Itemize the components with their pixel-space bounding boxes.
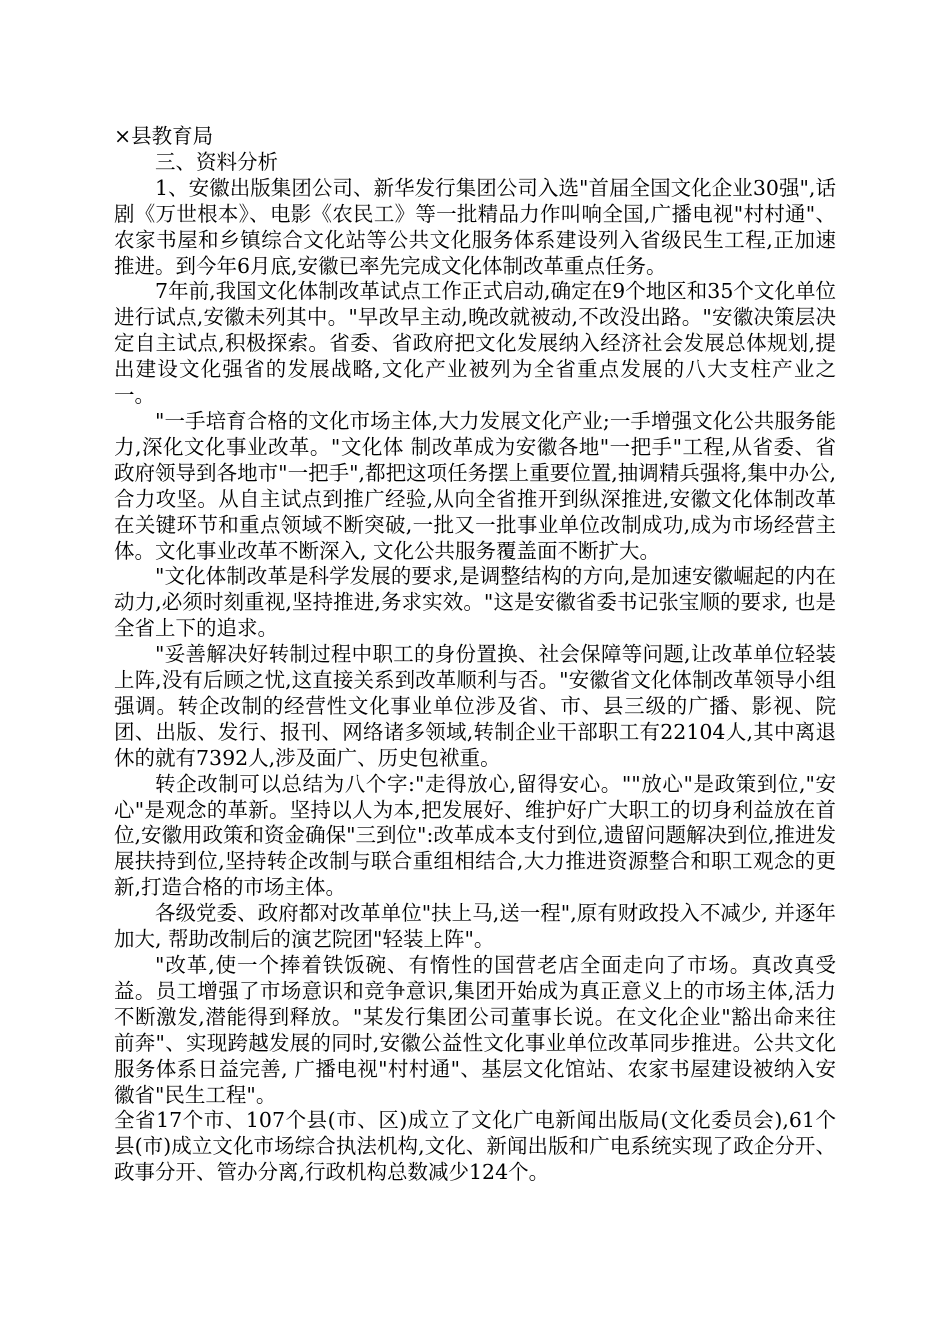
paragraph-8: "改革,使一个捧着铁饭碗、有惰性的国营老店全面走向了市场。真改真受益。员工增强了市场意识和竞争意识,集团开始成为真正意义上的市场主体,活力不断激发,潜能得到释放。"某发行集团公司董事长说。在文化企业"豁出命来往前奔"、实现跨越发展的同时,安徽公益性文化事业单位改革同步推进。公共文化服务体系日益完善, 广播电视"村村通"、基层文化馆站、农家书屋建设被纳入安徽省"民生工程"。 (114, 953, 836, 1107)
paragraph-6: 转企改制可以总结为八个字:"走得放心,留得安心。""放心"是政策到位,"安心"是观念的革新。坚持以人为本,把发展好、维护好广大职工的切身利益放在首位,安徽用政策和资金确保"三到位":改革成本支付到位,遗留问题解决到位,推进发展扶持到位,坚持转企改制与联合重组相结合,大力推进资源整合和职工观念的更新,打造合格的市场主体。 (114, 771, 836, 900)
paragraph-7: 各级党委、政府都对改革单位"扶上马,送一程",原有财政投入不减少, 并逐年加大, 帮助改制后的演艺院团"轻装上阵"。 (114, 901, 836, 952)
document-header: ×县教育局 (114, 124, 214, 148)
paragraph-5: "妥善解决好转制过程中职工的身份置换、社会保障等问题,让改革单位轻装上阵,没有后顾之忧,这直接关系到改革顺利与否。"安徽省文化体制改革领导小组强调。转企改制的经营性文化事业单位涉及省、市、县三级的广播、影视、院团、出版、发行、报刊、网络诸多领域,转制企业干部职工有22104人,其中离退休的就有7392人,涉及面广、历史包袱重。 (114, 642, 836, 770)
document-page (114, 124, 836, 1186)
paragraph-1: 1、安徽出版集团公司、新华发行集团公司入选"首届全国文化企业30强",话剧《万世根本》、电影《农民工》等一批精品力作叫响全国,广播电视"村村通"、农家书屋和乡镇综合文化站等公共文化服务体系建设列入省级民生工程,正加速推进。到今年6月底,安徽已率先完成文化体制改革重点任务。 (114, 175, 836, 278)
section-title: 三、资料分析 (155, 149, 278, 174)
paragraph-4: "文化体制改革是科学发展的要求,是调整结构的方向,是加速安徽崛起的内在动力,必须时刻重视,坚持推进,务求实效。"这是安徽省委书记张宝顺的要求, 也是全省上下的追求。 (114, 564, 836, 641)
closing-paragraph: 全省17个市、107个县(市、区)成立了文化广电新闻出版局(文化委员会),61个县(市)成立文化市场综合执法机构,文化、新闻出版和广电系统实现了政企分开、政事分开、管办分离,行政机构总数减少124个。 (114, 1108, 836, 1185)
paragraph-3: "一手培育合格的文化市场主体,大力发展文化产业;一手增强文化公共服务能力,深化文化事业改革。"文化体 制改革成为安徽各地"一把手"工程,从省委、省政府领导到各地市"一把手",都把这项任务摆上重要位置,抽调精兵强将,集中办公,合力攻坚。从自主试点到推广经验,从向全省推开到纵深推进,安徽文化体制改革在关键环节和重点领域不断突破,一批又一批事业单位改制成功,成为市场经营主体。文化事业改革不断深入, 文化公共服务覆盖面不断扩大。 (114, 408, 836, 563)
paragraph-2: 7年前,我国文化体制改革试点工作正式启动,确定在9个地区和35个文化单位进行试点,安徽未列其中。"早改早主动,晚改就被动,不改没出路。"安徽决策层决定自主试点,积极探索。省委、省政府把文化发展纳入经济社会发展总体规划,提出建设文化强省的发展战略,文化产业被列为全省重点发展的八大支柱产业之一。 (114, 279, 836, 408)
